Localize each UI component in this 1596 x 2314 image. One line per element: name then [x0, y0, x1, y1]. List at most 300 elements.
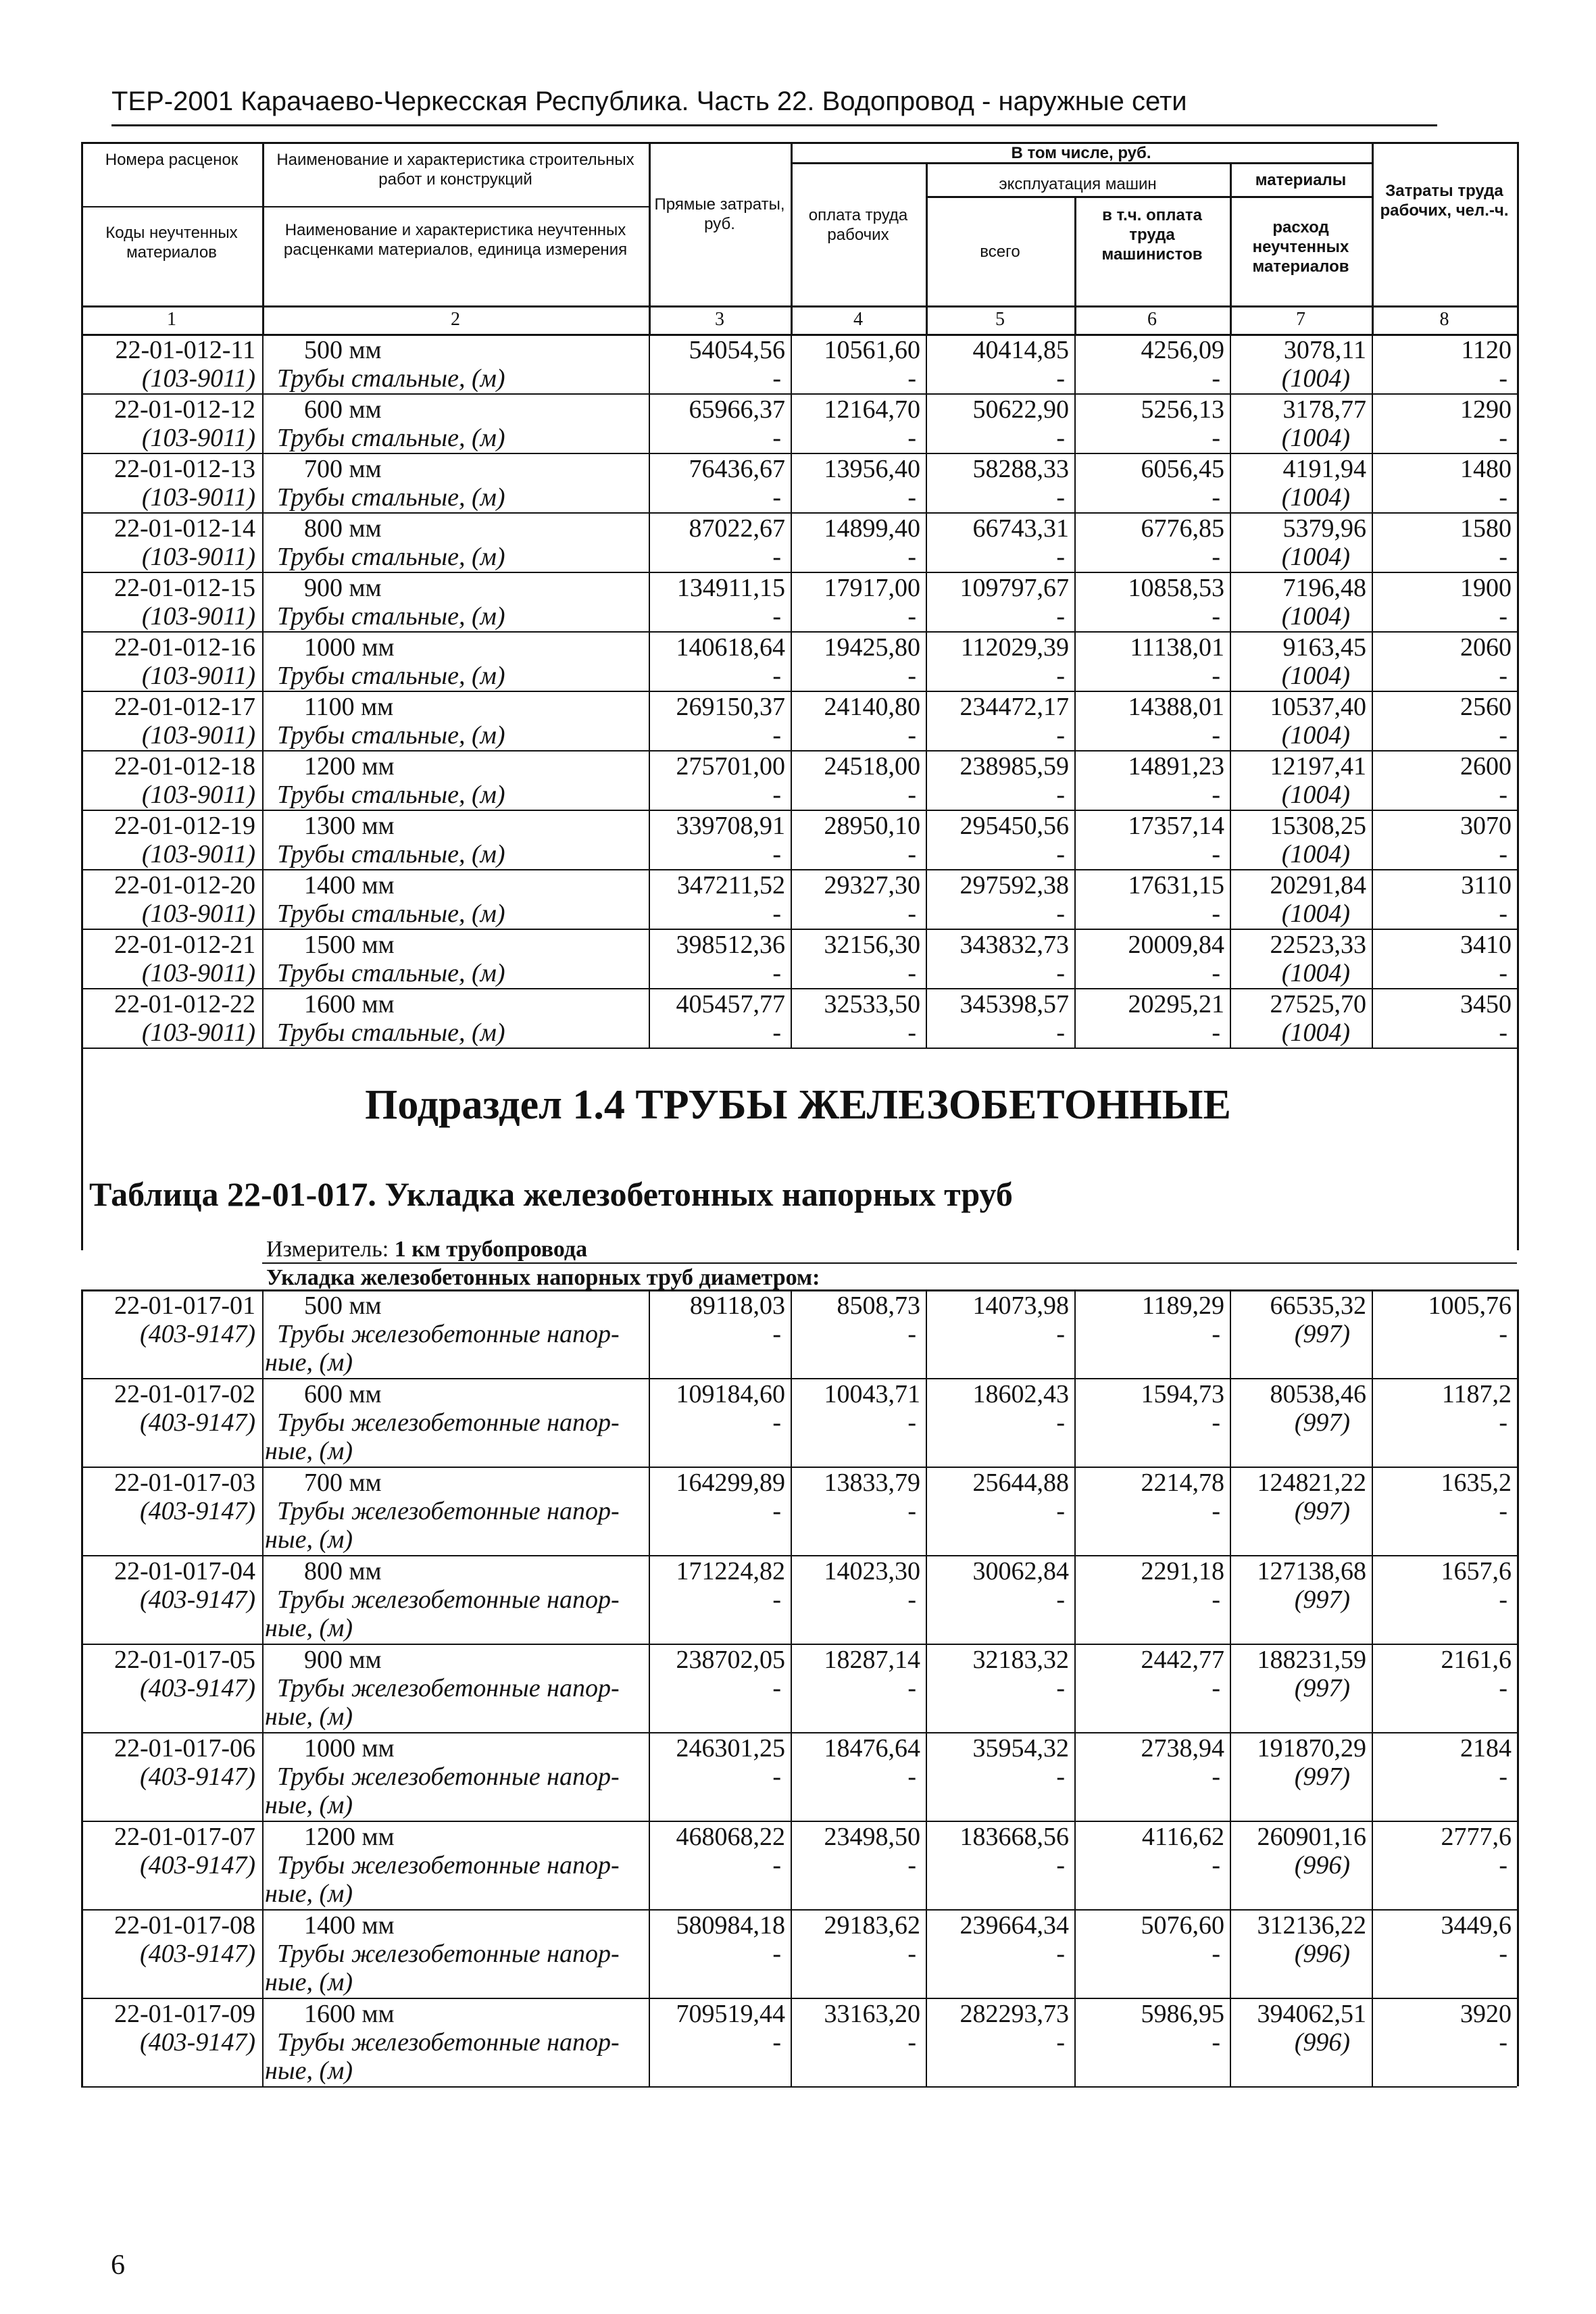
material-ref: (1004): [1281, 424, 1350, 452]
pipe-diameter: 1600 мм: [304, 2000, 395, 2028]
column-number: 8: [1439, 309, 1449, 330]
header-material-codes: Коды неучтенных материалов: [105, 224, 238, 262]
material-ref: (1004): [1281, 959, 1350, 987]
pipe-diameter: 1000 мм: [304, 1734, 395, 1763]
header-material-name: Наименование и характеристика неучтенных расценками материалов, единица измерения: [283, 221, 628, 259]
material-name: Трубы стальные, (м): [277, 721, 505, 749]
empty-dash: -: [1212, 1674, 1220, 1702]
machine-total: 239664,34: [959, 1911, 1069, 1940]
labor-hours: 2560: [1460, 693, 1512, 721]
empty-dash: -: [772, 900, 781, 928]
rule-line: [262, 1467, 264, 1555]
rule-line: [791, 1821, 792, 1909]
rate-code: 22-01-017-02: [114, 1380, 255, 1408]
empty-dash: -: [1499, 662, 1507, 690]
empty-dash: -: [1056, 602, 1065, 631]
pipe-diameter: 700 мм: [304, 1469, 382, 1497]
empty-dash: -: [907, 543, 916, 571]
machinist-pay: 1594,73: [1141, 1380, 1224, 1408]
rule-line: [262, 453, 264, 512]
empty-dash: -: [1212, 1851, 1220, 1879]
material-name: Трубы стальные, (м): [277, 364, 505, 393]
rule-line: [791, 453, 792, 512]
empty-dash: -: [1212, 1940, 1220, 1968]
column-number: 1: [167, 309, 176, 330]
subsection-title: Подраздел 1.4 ТРУБЫ ЖЕЛЕЗОБЕТОННЫЕ: [365, 1082, 1231, 1128]
labor-pay: 17917,00: [824, 574, 920, 602]
empty-dash: -: [907, 1408, 916, 1437]
empty-dash: -: [1499, 1674, 1507, 1702]
rule-line: [262, 1909, 264, 1998]
machinist-pay: 1189,29: [1141, 1291, 1224, 1320]
empty-dash: -: [772, 602, 781, 631]
empty-dash: -: [1212, 483, 1220, 512]
rule-line: [262, 1998, 264, 2086]
machinist-pay: 20009,84: [1128, 931, 1224, 959]
direct-costs: 87022,67: [689, 514, 785, 543]
rule-line: [649, 572, 650, 631]
column-number: 7: [1296, 309, 1305, 330]
rule-line: [1372, 1821, 1373, 1909]
materials-cost: 191870,29: [1257, 1734, 1366, 1763]
rate-code: 22-01-012-20: [114, 871, 255, 900]
rule-line: [1230, 334, 1231, 393]
empty-dash: -: [772, 1940, 781, 1968]
empty-dash: -: [907, 1585, 916, 1614]
rule-line: [1230, 1821, 1231, 1909]
material-code: (103-9011): [141, 602, 255, 631]
rule-line: [1074, 334, 1076, 393]
material-code: (403-9147): [140, 1585, 255, 1614]
labor-pay: 8508,73: [837, 1291, 920, 1320]
empty-dash: -: [1499, 1408, 1507, 1437]
rule-line: [791, 1644, 792, 1732]
rate-code: 22-01-017-01: [114, 1291, 255, 1320]
labor-hours: 1120: [1461, 336, 1512, 364]
machinist-pay: 11138,01: [1130, 633, 1224, 662]
material-name: Трубы железобетонные напор-: [277, 1674, 620, 1702]
pipe-diameter: 1400 мм: [304, 871, 395, 900]
material-ref: (1004): [1281, 840, 1350, 868]
labor-pay: 28950,10: [824, 812, 920, 840]
rule-line: [791, 929, 792, 988]
empty-dash: -: [1212, 602, 1220, 631]
rule-line: [926, 1821, 927, 1909]
empty-dash: -: [1499, 1940, 1507, 1968]
machine-total: 58288,33: [972, 455, 1069, 483]
pipe-diameter: 800 мм: [304, 1557, 382, 1585]
empty-dash: -: [772, 424, 781, 452]
empty-dash: -: [1499, 721, 1507, 749]
rule-line: [1074, 810, 1076, 869]
rule-line: [1372, 1378, 1373, 1467]
empty-dash: -: [772, 781, 781, 809]
material-name-cont: ные, (м): [265, 1614, 353, 1642]
empty-dash: -: [907, 721, 916, 749]
labor-hours: 3920: [1460, 2000, 1512, 2028]
rule-line: [262, 750, 264, 810]
labor-hours: 1635,2: [1441, 1469, 1512, 1497]
pipe-diameter: 600 мм: [304, 395, 382, 424]
rate-code: 22-01-017-08: [114, 1911, 255, 1940]
empty-dash: -: [1056, 543, 1065, 571]
rule-line: [1074, 1998, 1076, 2086]
pipe-diameter: 1000 мм: [304, 633, 395, 662]
empty-dash: -: [1499, 959, 1507, 987]
direct-costs: 89118,03: [689, 1291, 785, 1320]
labor-pay: 12164,70: [824, 395, 920, 424]
rule-line: [1074, 750, 1076, 810]
rule-line: [926, 810, 927, 869]
rule-line: [649, 453, 650, 512]
empty-dash: -: [772, 1851, 781, 1879]
empty-dash: -: [907, 1320, 916, 1348]
machine-total: 109797,67: [959, 574, 1069, 602]
labor-hours: 1580: [1460, 514, 1512, 543]
rule-line: [791, 1998, 792, 2086]
material-ref: (996): [1294, 1851, 1350, 1879]
empty-dash: -: [1212, 543, 1220, 571]
empty-dash: -: [907, 424, 916, 452]
material-name: Трубы стальные, (м): [277, 483, 505, 512]
rate-code: 22-01-012-22: [114, 990, 255, 1018]
rule-line: [1372, 142, 1374, 334]
empty-dash: -: [1499, 840, 1507, 868]
material-ref: (1004): [1281, 483, 1350, 512]
rule-line: [262, 1644, 264, 1732]
rule-line: [649, 1289, 650, 1378]
rule-line: [262, 929, 264, 988]
labor-pay: 23498,50: [824, 1823, 920, 1851]
rule-line: [791, 1909, 792, 1998]
machine-total: 345398,57: [959, 990, 1069, 1018]
rule-line: [926, 572, 927, 631]
rule-line: [649, 142, 651, 334]
rule-line: [791, 810, 792, 869]
empty-dash: -: [1499, 602, 1507, 631]
materials-cost: 4191,94: [1282, 455, 1366, 483]
rule-line: [649, 929, 650, 988]
labor-hours: 1480: [1460, 455, 1512, 483]
rule-line: [1372, 810, 1373, 869]
materials-cost: 188231,59: [1257, 1646, 1366, 1674]
empty-dash: -: [907, 1763, 916, 1791]
material-name: Трубы стальные, (м): [277, 424, 505, 452]
empty-dash: -: [1499, 1018, 1507, 1047]
material-code: (403-9147): [140, 1851, 255, 1879]
material-code: (103-9011): [141, 840, 255, 868]
direct-costs: 709519,44: [676, 2000, 785, 2028]
direct-costs: 109184,60: [676, 1380, 785, 1408]
labor-hours: 2184: [1460, 1734, 1512, 1763]
empty-dash: -: [1056, 840, 1065, 868]
rule-line: [926, 512, 927, 572]
rule-line: [262, 1821, 264, 1909]
pipe-diameter: 1100 мм: [304, 693, 394, 721]
material-name: Трубы железобетонные напор-: [277, 1940, 620, 1968]
machine-total: 343832,73: [959, 931, 1069, 959]
rule-line: [1372, 631, 1373, 691]
rule-line: [791, 142, 793, 334]
column-number: 3: [715, 309, 724, 330]
empty-dash: -: [907, 364, 916, 393]
empty-dash: -: [1212, 781, 1220, 809]
material-name: Трубы стальные, (м): [277, 900, 505, 928]
machine-total: 66743,31: [972, 514, 1069, 543]
materials-cost: 260901,16: [1257, 1823, 1366, 1851]
empty-dash: -: [907, 1018, 916, 1047]
empty-dash: -: [907, 1940, 916, 1968]
materials-cost: 394062,51: [1257, 2000, 1366, 2028]
rule-line: [262, 869, 264, 929]
material-code: (103-9011): [141, 1018, 255, 1047]
labor-pay: 13833,79: [824, 1469, 920, 1497]
empty-dash: -: [1212, 900, 1220, 928]
empty-dash: -: [1499, 1497, 1507, 1525]
empty-dash: -: [907, 1497, 916, 1525]
rule-line: [1230, 1998, 1231, 2086]
rule-line: [81, 206, 649, 207]
rule-line: [926, 1998, 927, 2086]
empty-dash: -: [772, 364, 781, 393]
header-including: В том числе, руб.: [1011, 144, 1151, 162]
header-machinist-pay: в т.ч. оплата труда машинистов: [1101, 206, 1203, 264]
rule-line: [1372, 1289, 1373, 1378]
empty-dash: -: [907, 483, 916, 512]
rule-line: [649, 512, 650, 572]
machinist-pay: 17631,15: [1128, 871, 1224, 900]
direct-costs: 246301,25: [676, 1734, 785, 1763]
direct-costs: 54054,56: [689, 336, 785, 364]
rule-line: [1230, 1644, 1231, 1732]
rule-line: [1074, 1378, 1076, 1467]
pipe-diameter: 500 мм: [304, 1291, 382, 1320]
labor-pay: 24518,00: [824, 752, 920, 781]
empty-dash: -: [772, 721, 781, 749]
rule-line: [1074, 631, 1076, 691]
rule-line: [1372, 869, 1373, 929]
empty-dash: -: [1056, 1408, 1065, 1437]
pipe-diameter: 800 мм: [304, 514, 382, 543]
rule-line: [1074, 572, 1076, 631]
table-title: Таблица 22-01-017. Укладка железобетонных напорных труб: [89, 1175, 1013, 1213]
material-ref: (997): [1294, 1763, 1350, 1791]
page-number: 6: [111, 2250, 125, 2281]
labor-pay: 18476,64: [824, 1734, 920, 1763]
rule-line: [926, 1289, 927, 1378]
machine-total: 295450,56: [959, 812, 1069, 840]
material-name: Трубы стальные, (м): [277, 1018, 505, 1047]
direct-costs: 580984,18: [676, 1911, 785, 1940]
rule-line: [262, 512, 264, 572]
rule-line: [262, 334, 264, 393]
empty-dash: -: [772, 1497, 781, 1525]
material-code: (103-9011): [141, 364, 255, 393]
empty-dash: -: [1056, 959, 1065, 987]
rule-line: [649, 691, 650, 750]
rule-line: [926, 334, 927, 393]
direct-costs: 134911,15: [676, 574, 785, 602]
material-ref: (997): [1294, 1585, 1350, 1614]
rule-line: [1517, 1289, 1519, 2086]
machine-total: 35954,32: [972, 1734, 1069, 1763]
labor-hours: 2777,6: [1441, 1823, 1512, 1851]
rule-line: [649, 631, 650, 691]
pipe-diameter: 900 мм: [304, 1646, 382, 1674]
materials-cost: 7196,48: [1282, 574, 1366, 602]
rule-line: [1074, 393, 1076, 453]
rule-line: [1372, 572, 1373, 631]
machine-total: 14073,98: [972, 1291, 1069, 1320]
direct-costs: 238702,05: [676, 1646, 785, 1674]
materials-cost: 124821,22: [1257, 1469, 1366, 1497]
rule-line: [1230, 512, 1231, 572]
machinist-pay: 2738,94: [1141, 1734, 1224, 1763]
rule-line: [1074, 512, 1076, 572]
empty-dash: -: [1499, 364, 1507, 393]
column-number: 2: [451, 309, 460, 330]
machinist-pay: 10858,53: [1128, 574, 1224, 602]
rule-line: [262, 1289, 264, 1378]
empty-dash: -: [1212, 2028, 1220, 2057]
rule-line: [262, 1555, 264, 1644]
rule-line: [1230, 453, 1231, 512]
material-code: (403-9147): [140, 1497, 255, 1525]
pipe-diameter: 1600 мм: [304, 990, 395, 1018]
direct-costs: 468068,22: [676, 1823, 785, 1851]
empty-dash: -: [907, 840, 916, 868]
empty-dash: -: [1499, 1585, 1507, 1614]
labor-hours: 1657,6: [1441, 1557, 1512, 1585]
empty-dash: -: [1499, 1320, 1507, 1348]
labor-pay: 32156,30: [824, 931, 920, 959]
machine-total: 282293,73: [959, 2000, 1069, 2028]
rule-line: [81, 305, 1517, 307]
empty-dash: -: [907, 602, 916, 631]
empty-dash: -: [1056, 781, 1065, 809]
labor-hours: 3070: [1460, 812, 1512, 840]
material-name: Трубы стальные, (м): [277, 840, 505, 868]
labor-pay: 10043,71: [824, 1380, 920, 1408]
rule-line: [926, 631, 927, 691]
rule-line: [262, 1378, 264, 1467]
material-name: Трубы железобетонные напор-: [277, 1320, 620, 1348]
column-number: 6: [1147, 309, 1157, 330]
materials-cost: 9163,45: [1282, 633, 1366, 662]
rule-line: [649, 810, 650, 869]
empty-dash: -: [907, 2028, 916, 2057]
pipe-diameter: 500 мм: [304, 336, 382, 364]
pipe-diameter: 700 мм: [304, 455, 382, 483]
header-labor-pay: оплата труда рабочих: [808, 206, 908, 244]
material-name-cont: ные, (м): [265, 1791, 353, 1819]
rule-line: [926, 988, 927, 1048]
material-code: (403-9147): [140, 1940, 255, 1968]
machinist-pay: 20295,21: [1128, 990, 1224, 1018]
rule-line: [649, 1555, 650, 1644]
empty-dash: -: [772, 543, 781, 571]
machine-total: 40414,85: [972, 336, 1069, 364]
empty-dash: -: [1212, 1585, 1220, 1614]
machine-total: 112029,39: [960, 633, 1069, 662]
rate-code: 22-01-017-05: [114, 1646, 255, 1674]
rule-line: [649, 1378, 650, 1467]
rule-line: [262, 810, 264, 869]
rule-line: [1372, 393, 1373, 453]
rule-line: [1074, 988, 1076, 1048]
empty-dash: -: [907, 781, 916, 809]
empty-dash: -: [1056, 1320, 1065, 1348]
measure-label: Измеритель:: [266, 1237, 389, 1262]
pipe-diameter: 600 мм: [304, 1380, 382, 1408]
labor-hours: 1900: [1460, 574, 1512, 602]
empty-dash: -: [772, 1320, 781, 1348]
rule-line: [791, 1378, 792, 1467]
materials-cost: 80538,46: [1270, 1380, 1366, 1408]
rule-line: [1230, 750, 1231, 810]
rule-line: [1372, 1909, 1373, 1998]
empty-dash: -: [1212, 1763, 1220, 1791]
direct-costs: 269150,37: [676, 693, 785, 721]
header-direct-costs: Прямые затраты, руб.: [654, 195, 785, 233]
rule-line: [1230, 1467, 1231, 1555]
machinist-pay: 14891,23: [1128, 752, 1224, 781]
labor-pay: 13956,40: [824, 455, 920, 483]
empty-dash: -: [1056, 721, 1065, 749]
rule-line: [649, 1467, 650, 1555]
material-code: (403-9147): [140, 2028, 255, 2057]
labor-pay: 29183,62: [824, 1911, 920, 1940]
pipe-diameter: 1400 мм: [304, 1911, 395, 1940]
direct-costs: 339708,91: [676, 812, 785, 840]
direct-costs: 405457,77: [676, 990, 785, 1018]
materials-cost: 3078,11: [1283, 336, 1366, 364]
direct-costs: 275701,00: [676, 752, 785, 781]
materials-cost: 15308,25: [1270, 812, 1366, 840]
rule-line: [1074, 1821, 1076, 1909]
material-ref: (1004): [1281, 900, 1350, 928]
empty-dash: -: [1056, 1497, 1065, 1525]
empty-dash: -: [1056, 1585, 1065, 1614]
material-ref: (997): [1294, 1408, 1350, 1437]
material-name-cont: ные, (м): [265, 2057, 353, 2085]
material-ref: (1004): [1281, 602, 1350, 631]
rule-line: [1230, 869, 1231, 929]
rule-line: [926, 1555, 927, 1644]
rate-code: 22-01-012-15: [114, 574, 255, 602]
rule-line: [926, 196, 1372, 198]
material-ref: (997): [1294, 1497, 1350, 1525]
column-number: 5: [995, 309, 1005, 330]
labor-pay: 19425,80: [824, 633, 920, 662]
material-code: (103-9011): [141, 662, 255, 690]
rate-code: 22-01-012-11: [115, 336, 255, 364]
labor-pay: 24140,80: [824, 693, 920, 721]
rule-line: [1230, 572, 1231, 631]
material-ref: (997): [1294, 1320, 1350, 1348]
rule-line: [81, 1048, 1517, 1049]
materials-cost: 3178,77: [1282, 395, 1366, 424]
material-ref: (1004): [1281, 662, 1350, 690]
rule-line: [1372, 929, 1373, 988]
direct-costs: 171224,82: [676, 1557, 785, 1585]
labor-hours: 3449,6: [1441, 1911, 1512, 1940]
empty-dash: -: [1056, 364, 1065, 393]
rate-code: 22-01-017-07: [114, 1823, 255, 1851]
empty-dash: -: [772, 959, 781, 987]
empty-dash: -: [1499, 543, 1507, 571]
empty-dash: -: [907, 959, 916, 987]
